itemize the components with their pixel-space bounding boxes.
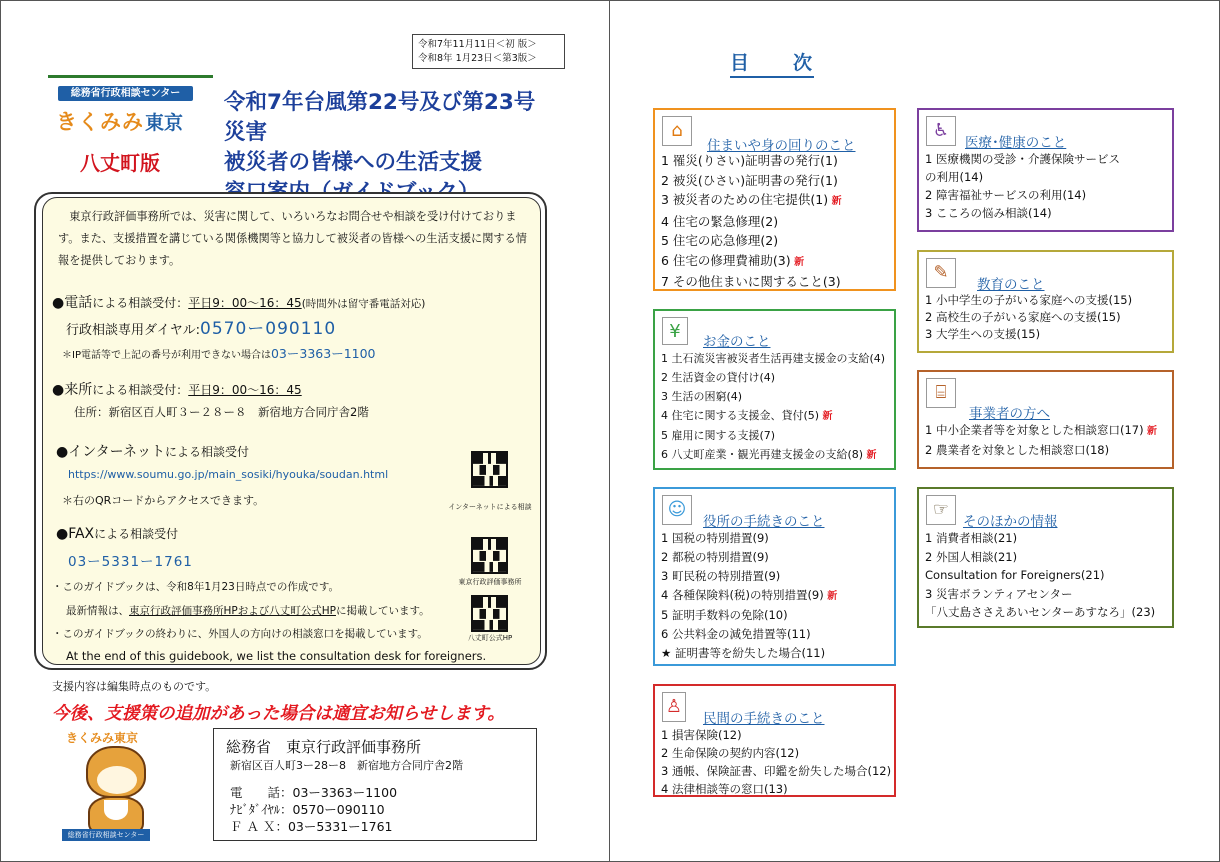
support-note: 支援内容は編集時点のものです。 — [52, 680, 217, 693]
toc-item[interactable] — [661, 272, 842, 292]
toc-list-money — [661, 349, 885, 465]
toc-section-business — [917, 370, 1174, 469]
toc-item-label: 3 生活の困窮(4) — [661, 390, 743, 403]
toc-list-business — [925, 421, 1157, 460]
version-line: 令和7年11月11日＜初 版＞ — [418, 39, 537, 50]
toc-item[interactable] — [661, 368, 885, 387]
toc-item-label: 1 土石流災害被災者生活再建支援金の支給(4) — [661, 352, 886, 365]
qr-caption: インターネットによる相談 — [448, 503, 532, 511]
toc-section-other — [917, 487, 1174, 628]
toc-item-label: 4 各種保険料(税)の特別措置(9) — [661, 588, 824, 602]
toc-item-label: 2 都税の特別措置(9) — [661, 550, 769, 564]
new-badge: 新 — [828, 196, 842, 207]
note-latest-link[interactable]: 東京行政評価事務所HPおよび八丈町公式HP — [129, 605, 336, 617]
toc-list-housing — [661, 151, 842, 292]
pointer-icon: ☞ — [926, 495, 956, 525]
mascot-bib — [104, 800, 128, 820]
note-created: ・このガイドブックは、令和8年1月23日時点での作成です。 — [52, 581, 340, 593]
toc-item-label: 3 通帳、保険証書、印鑑を紛失した場合(12) — [661, 764, 892, 778]
toc-section-medical — [917, 108, 1174, 232]
note-foreigners: ・このガイドブックの終わりに、外国人の方向けの相談窓口を掲載しています。 — [52, 628, 428, 640]
toc-item-label: 3 町民税の特別措置(9) — [661, 569, 781, 583]
toc-item-label: 2 高校生の子がいる家庭への支援(15) — [925, 310, 1121, 324]
fax-heading: ●FAX — [56, 526, 95, 542]
toc-item-label: Consultation for Foreigners(21) — [925, 568, 1105, 582]
toc-item-label: 3 大学生への支援(15) — [925, 327, 1041, 341]
toc-item-label: 6 公共料金の減免措置等(11) — [661, 627, 811, 641]
toc-item[interactable] — [925, 603, 1155, 622]
dial-number: 0570ー090110 — [200, 319, 337, 339]
intro-paragraph: 東京行政評価事務所では、災害に関して、いろいろなお問合せや相談を受け付けております。また、支援措置を講じている関係機関等と協力して被災者の皆様への生活支援に関する情報を提供しております。 — [58, 210, 527, 267]
toc-item[interactable] — [925, 292, 1132, 309]
toc-item[interactable] — [925, 309, 1132, 326]
internet-heading-suffix: による相談受付 — [164, 445, 249, 459]
toc-item-label: 2 被災(ひさい)証明書の発行(1) — [661, 172, 838, 188]
toc-list-education — [925, 292, 1132, 343]
visit-heading-suffix: による相談受付： — [92, 383, 189, 397]
toc-item-label: ★ 証明書等を紛失した場合(11) — [661, 646, 826, 660]
toc-item[interactable] — [661, 231, 842, 251]
toc-item[interactable] — [925, 566, 1155, 585]
red-announcement: 今後、支援策の追加があった場合は適宜お知らせします。 — [52, 704, 505, 724]
ip-note: ＊IP電話等で上記の番号が利用できない場合は — [62, 350, 271, 361]
toc-item[interactable] — [661, 726, 891, 744]
phone-heading: ●電話 — [52, 295, 93, 311]
office-navi: ﾅﾋﾞﾀﾞｲﾔﾙ：0570ー090110 — [230, 802, 385, 817]
toc-item[interactable] — [925, 204, 1120, 222]
toc-item[interactable] — [925, 548, 1155, 567]
internet-url-link[interactable]: https://www.soumu.go.jp/main_sosiki/hyouka/soudan.html — [68, 468, 389, 481]
toc-item[interactable] — [661, 625, 837, 644]
note-foreigners-en: At the end of this guidebook, we list the consultation desk for foreigners. — [66, 649, 487, 663]
new-badge: 新 — [863, 450, 877, 461]
toc-item[interactable] — [925, 529, 1155, 548]
toc-heading-education[interactable]: 教育のこと — [977, 277, 1045, 293]
toc-item[interactable] — [925, 186, 1120, 204]
toc-heading-medical[interactable]: 医療･健康のこと — [965, 135, 1067, 151]
visit-heading: ●来所 — [52, 382, 93, 398]
toc-item-label: 5 雇用に関する支援(7) — [661, 429, 776, 442]
person-icon: ♙ — [662, 692, 686, 722]
qr-note: ＊右のQRコードからアクセスできます。 — [62, 494, 265, 507]
ip-note-row — [62, 344, 376, 362]
toc-item[interactable] — [925, 326, 1132, 343]
toc-list-private — [661, 726, 891, 798]
office-contacts — [230, 784, 397, 835]
qr-caption: 八丈町公式HP — [467, 634, 513, 642]
toc-item[interactable] — [661, 406, 885, 426]
toc-item-label: 1 小中学生の子がいる家庭への支援(15) — [925, 293, 1133, 307]
toc-item[interactable] — [661, 387, 885, 406]
office-tel: 電 話：03ー3363ー1100 — [230, 785, 398, 800]
toc-item[interactable] — [661, 744, 891, 762]
toc-item[interactable] — [661, 212, 842, 232]
toc-heading-housing[interactable]: 住まいや身の回りのこと — [707, 138, 856, 154]
toc-item[interactable] — [661, 606, 837, 625]
internet-section — [56, 441, 249, 461]
toc-item-label: 3 災害ボランティアセンター — [925, 586, 1073, 601]
toc-item-label: 3 こころの悩み相談(14) — [925, 206, 1052, 220]
toc-item[interactable] — [661, 529, 837, 548]
toc-section-education — [917, 250, 1174, 353]
toc-item-label: 2 生命保険の契約内容(12) — [661, 746, 800, 760]
office-fax: Ｆ Ａ Ｘ：03ー5331ー1761 — [230, 819, 393, 834]
toc-title: 目 次 — [730, 48, 814, 78]
toc-item-label: 1 消費者相談(21) — [925, 531, 1018, 545]
mascot-tag: 総務省行政相談センター — [62, 829, 150, 841]
toc-item[interactable] — [661, 567, 837, 586]
toc-section-money — [653, 309, 896, 470]
toc-item-label: 2 障害福祉サービスの利用(14) — [925, 188, 1087, 202]
counter-icon: ☺ — [662, 495, 692, 525]
toc-item[interactable] — [661, 426, 885, 445]
version-line: 令和8年 1月23日＜第3版＞ — [418, 53, 537, 64]
intro-text — [58, 206, 533, 272]
toc-item[interactable] — [661, 780, 891, 798]
new-badge: 新 — [819, 411, 833, 422]
toc-section-office — [653, 487, 896, 666]
toc-item-label: 1 損害保険(12) — [661, 728, 742, 742]
dial-label: 行政相談専用ダイヤル: — [66, 323, 200, 338]
logo-tokyo: 東京 — [145, 112, 184, 134]
note-latest-c: に掲載しています。 — [335, 605, 430, 617]
internet-heading: ●インターネット — [56, 444, 165, 460]
toc-heading-money[interactable]: お金のこと — [703, 334, 771, 350]
fax-heading-suffix: による相談受付 — [94, 527, 179, 541]
title-line: 令和7年台風第22号及び第23号災害 — [224, 90, 536, 145]
toc-list-office — [661, 529, 837, 663]
toc-item-label: 2 生活資金の貸付け(4) — [661, 371, 776, 384]
toc-item-label: 1 罹災(りさい)証明書の発行(1) — [661, 153, 838, 168]
qr-code-office[interactable] — [471, 537, 508, 574]
toc-item-label: 6 八丈町産業・観光再建支援金の支給(8) — [661, 448, 864, 461]
toc-item-label: 4 法律相談等の窓口(13) — [661, 782, 788, 796]
visit-section — [52, 379, 302, 399]
toc-item-label: 7 その他住まいに関すること(3) — [661, 274, 841, 289]
toc-item-label: 「八丈島ささえあいセンターあすなろ」(23) — [925, 605, 1156, 619]
toc-item[interactable] — [925, 150, 1120, 168]
qr-code-town[interactable] — [471, 595, 508, 632]
toc-item-label: 6 住宅の修理費補助(3) — [661, 252, 791, 268]
logo-org-label: 総務省行政相談センター — [58, 86, 193, 101]
phone-section — [52, 292, 425, 312]
toc-item[interactable] — [925, 168, 1120, 186]
toc-heading-other[interactable]: そのほかの情報 — [963, 514, 1058, 530]
toc-item[interactable] — [661, 762, 891, 780]
visit-address: 住所：新宿区百人町３ー２８ー８ 新宿地方合同庁舎2階 — [74, 405, 369, 419]
office-name: 総務省 東京行政評価事務所 — [226, 738, 422, 756]
new-badge: 新 — [790, 256, 805, 268]
version-box — [412, 34, 565, 69]
office-address: 新宿区百人町3ー28ー8 新宿地方合同庁舎2階 — [230, 759, 463, 772]
toc-item-label: 2 外国人相談(21) — [925, 549, 1018, 564]
care-icon: ♿ — [926, 116, 956, 146]
toc-item[interactable] — [661, 190, 842, 212]
toc-item[interactable] — [661, 445, 885, 465]
toc-item[interactable] — [925, 441, 1157, 460]
phone-heading-suffix: による相談受付： — [92, 296, 189, 310]
visit-hours: 平日9：00～16：45 — [188, 383, 302, 397]
toc-heading-private[interactable]: 民間の手続きのこと — [703, 711, 825, 727]
dial-row — [66, 314, 336, 339]
fax-section — [56, 525, 178, 542]
toc-list-medical — [925, 150, 1120, 222]
toc-item-label: 1 中小企業者等を対象とした相談窓口(17) — [925, 423, 1144, 437]
toc-item[interactable] — [661, 586, 837, 606]
new-badge: 新 — [823, 591, 838, 602]
qr-caption: 東京行政評価事務所 — [458, 578, 522, 586]
ip-number: 03ー3363ー1100 — [270, 346, 376, 361]
toc-item-label: 3 被災者のための住宅提供(1) — [661, 192, 829, 207]
phone-hours: 平日9：00～16：45 — [188, 296, 302, 310]
toc-section-housing — [653, 108, 896, 291]
toc-heading-office[interactable]: 役所の手続きのこと — [703, 514, 825, 530]
toc-list-other — [925, 529, 1155, 622]
office-address-box — [213, 728, 537, 841]
page-divider — [609, 0, 610, 862]
house-icon: ⌂ — [662, 116, 692, 146]
toc-item[interactable] — [925, 585, 1155, 604]
shop-icon: ⌸ — [926, 378, 956, 408]
toc-item-label: 4 住宅の緊急修理(2) — [661, 213, 779, 229]
logo-kikumi: きくみみ — [56, 110, 144, 134]
note-latest — [66, 604, 430, 618]
toc-section-private — [653, 684, 896, 797]
toc-heading-business[interactable]: 事業者の方へ — [969, 406, 1050, 422]
toc-item-label: 4 住宅に関する支援金、貸付(5) — [661, 409, 820, 422]
toc-item-label: の利用(14) — [925, 170, 984, 184]
edition-label: 八丈町版 — [80, 151, 160, 175]
guidebook-title — [224, 88, 554, 208]
toc-item-label: 5 住宅の応急修理(2) — [661, 233, 779, 248]
toc-item[interactable] — [661, 151, 842, 171]
toc-item[interactable] — [661, 171, 842, 191]
toc-item-label: 1 医療機関の受診・介護保険サービス — [925, 152, 1120, 166]
phone-note: (時間外は留守番電話対応) — [301, 298, 426, 310]
toc-item-label: 1 国税の特別措置(9) — [661, 531, 769, 545]
toc-item-label: 5 証明手数料の免除(10) — [661, 608, 788, 622]
toc-item[interactable] — [661, 548, 837, 567]
desk-icon: ✎ — [926, 258, 956, 288]
qr-code-internet[interactable] — [471, 451, 508, 488]
mascot-logo: きくみみ東京 — [66, 731, 139, 745]
toc-item[interactable] — [925, 421, 1157, 441]
mascot-face — [97, 766, 137, 794]
toc-item[interactable] — [661, 349, 885, 368]
money-house-icon: ¥ — [662, 317, 688, 345]
toc-item[interactable] — [661, 251, 842, 273]
note-latest-a: 最新情報は、 — [66, 605, 129, 617]
new-badge: 新 — [1143, 426, 1158, 437]
title-line: 被災者の皆様への生活支援 — [224, 150, 483, 175]
toc-item[interactable] — [661, 644, 837, 663]
fax-number: 03ー5331ー1761 — [68, 554, 193, 570]
toc-item-label: 2 農業者を対象とした相談窓口(18) — [925, 443, 1110, 457]
